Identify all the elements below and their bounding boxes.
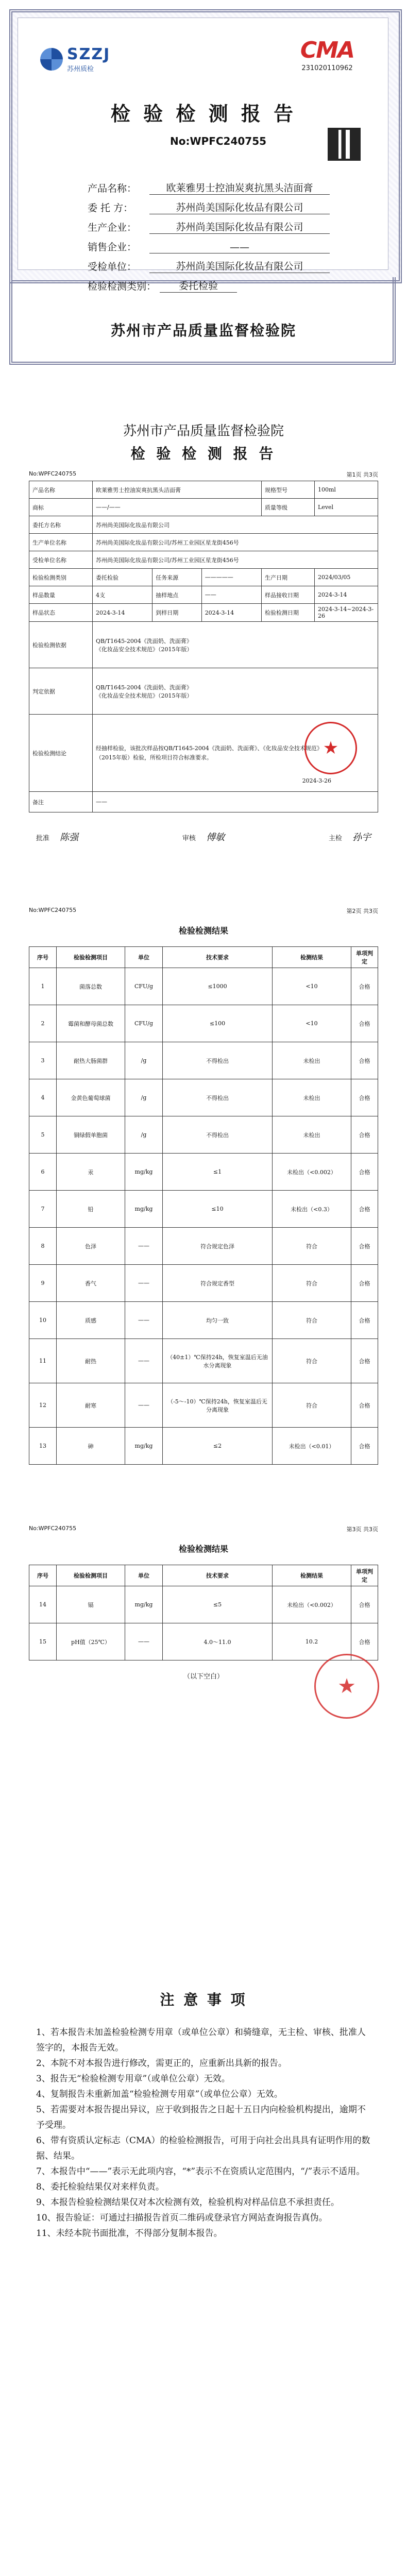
conclusion-label: 检验检测结论: [29, 715, 93, 792]
logo-text: SZZJ: [67, 45, 111, 63]
results-report-no: No:WPFC240755: [29, 907, 77, 913]
cell: 符合: [273, 1339, 351, 1383]
cell-value: ——: [201, 586, 261, 604]
cell-value: ——/——: [93, 499, 262, 516]
cell: ——: [125, 1265, 163, 1302]
table-row: [29, 1005, 378, 1042]
notice-title: 注 意 事 项: [160, 1991, 247, 2008]
cell-value: 2024-3-14: [93, 604, 152, 622]
cell: 合格: [351, 1116, 378, 1154]
notice-item: 6、带有资质认定标志（CMA）的检验检测报告，可用于向社会出具具有证明作用的数据、结果。: [36, 2136, 370, 2161]
table-row: [29, 1586, 378, 1623]
field-value: 苏州尚美国际化妆品有限公司: [149, 219, 330, 234]
cell-label: 样品状态: [29, 604, 93, 622]
basis-line: 《化妆品安全技术规范》（2015年版）: [96, 646, 193, 653]
cell: mg/kg: [125, 1191, 163, 1228]
results-page-2: [0, 1525, 407, 1937]
table-row: [29, 499, 378, 516]
notice-item: 11、未经本院书面批准，不得部分复制本报告。: [36, 2228, 223, 2239]
notice-item: 2、本院不对本报告进行修改，需更正的，应重新出具新的报告。: [36, 2058, 287, 2069]
cell: 符合: [273, 1265, 351, 1302]
cell: 不得检出: [163, 1042, 273, 1079]
cell-value: Level: [315, 499, 378, 516]
cell: 铜绿假单胞菌: [57, 1116, 125, 1154]
cell: ——: [125, 1383, 163, 1428]
cell-value: 委托检验: [93, 569, 152, 586]
results-page-1: [0, 907, 407, 1484]
cell: mg/kg: [125, 1586, 163, 1623]
cell: mg/kg: [125, 1154, 163, 1191]
field-label: 生产企业：: [88, 222, 137, 233]
cell: 合格: [351, 968, 378, 1005]
cell: 合格: [351, 1623, 378, 1660]
table-row: [29, 516, 378, 534]
signature: 陈强: [60, 832, 79, 843]
cell: ——: [125, 1339, 163, 1383]
cell: /g: [125, 1079, 163, 1116]
cell: 符合: [273, 1383, 351, 1428]
cell-label: 委托方名称: [29, 516, 93, 534]
cell: 5: [29, 1116, 57, 1154]
logo-sub: 苏州质检: [67, 65, 94, 73]
cell: 合格: [351, 1586, 378, 1623]
results-table: [29, 946, 378, 1465]
table-row-conclusion: [29, 715, 378, 792]
notice-item: 1、若本报告未加盖检验检测专用章（或单位公章）和骑缝章，无主检、审核、批准人签字的，本报告无效。: [36, 2027, 366, 2053]
cell: 符合规定色泽: [163, 1228, 273, 1265]
col-header: 检验检测项目: [57, 1565, 125, 1586]
cell: 3: [29, 1042, 57, 1079]
notice-page: [0, 1978, 407, 2519]
col-header: 序号: [29, 1565, 57, 1586]
table-header: [29, 1565, 378, 1586]
field-value: 欧莱雅男士控油炭爽抗黑头洁面膏: [149, 180, 330, 195]
field-value: 委托检验: [160, 278, 237, 293]
cell: /g: [125, 1042, 163, 1079]
cell-label: 样品数量: [29, 586, 93, 604]
cell: 合格: [351, 1042, 378, 1079]
cell: 香气: [57, 1265, 125, 1302]
summary-title: 检 验 检 测 报 告: [130, 445, 277, 462]
red-seal: [304, 722, 357, 774]
red-seal-2: [314, 1654, 379, 1719]
cell-label: 抽样地点: [152, 586, 201, 604]
cell-label: 规格型号: [262, 481, 315, 499]
cell: ——: [125, 1623, 163, 1660]
notice-item: 9、本报告检验检测结果仅对本次检测有效，检验机构对样品信息不承担责任。: [36, 2197, 340, 2208]
cell: 4.0～11.0: [163, 1623, 273, 1660]
end-marker: （以下空白）: [183, 1673, 224, 1681]
results2-page-no: 第3页 共3页: [346, 1526, 378, 1533]
cell: 未检出: [273, 1116, 351, 1154]
summary-table: [29, 481, 378, 812]
cell: ——: [125, 1228, 163, 1265]
cell-value: 苏州尚美国际化妆品有限公司/苏州工业园区星龙街456号: [93, 534, 378, 551]
table-header: [29, 947, 378, 968]
report-no-label: No:: [170, 135, 190, 147]
cell-value: 2024-3-14~2024-3-26: [315, 604, 378, 622]
field-label: 检验检测类别：: [88, 281, 157, 292]
cell: 菌落总数: [57, 968, 125, 1005]
summary-report-no: No:WPFC240755: [29, 470, 77, 477]
cell: ≤1000: [163, 968, 273, 1005]
star-icon: ★: [337, 1674, 356, 1698]
cell-label: 生产单位名称: [29, 534, 93, 551]
col-header: 单位: [125, 947, 163, 968]
table-row: [29, 1191, 378, 1228]
cell: 合格: [351, 1079, 378, 1116]
swirl-icon: [40, 48, 63, 71]
table-row: [29, 968, 378, 1005]
basis-label: 检验检测依据: [29, 622, 93, 668]
szzj-logo: [40, 45, 110, 73]
cell-value: 苏州尚美国际化妆品有限公司/苏州工业园区星龙街456号: [93, 551, 378, 569]
cell: 色泽: [57, 1228, 125, 1265]
notice-item: 7、本报告中“——”表示无此项内容，“*”表示不在资质认定范围内，“/”表示不适用。: [36, 2166, 365, 2177]
cell: 合格: [351, 1228, 378, 1265]
cell: 符合: [273, 1302, 351, 1339]
sign-label: 主检: [328, 835, 342, 842]
basis-line: QB/T1645-2004《洗面奶、洗面膏》: [96, 637, 192, 645]
cover-field-0: [88, 175, 330, 195]
results2-report-no: No:WPFC240755: [29, 1525, 77, 1532]
table-row-basis: [29, 622, 378, 668]
star-icon: ★: [323, 738, 339, 758]
cover-field-3: [88, 234, 330, 253]
cell: 砷: [57, 1428, 125, 1465]
signature: 傅敏: [206, 832, 225, 843]
remark-value: ——: [93, 792, 378, 812]
field-label: 委 托 方：: [88, 202, 133, 214]
cell-value: 100ml: [315, 481, 378, 499]
summary-institute: 苏州市产品质量监督检验院: [123, 423, 284, 439]
table-row: [29, 551, 378, 569]
field-value: 苏州尚美国际化妆品有限公司: [149, 200, 330, 214]
sign-review: [182, 830, 225, 843]
summary-page-no: 第1页 共3页: [346, 471, 378, 478]
cell: 霉菌和酵母菌总数: [57, 1005, 125, 1042]
cell: 1: [29, 968, 57, 1005]
cell-value: 2024-3-14: [315, 586, 378, 604]
sign-chief: [329, 830, 371, 843]
table-row: [29, 1154, 378, 1191]
cell: 合格: [351, 1383, 378, 1428]
cell: 10: [29, 1302, 57, 1339]
table-row: [29, 569, 378, 586]
cell: 合格: [351, 1191, 378, 1228]
judge-line: 《化妆品安全技术规范》（2015年版）: [96, 692, 193, 699]
cell: CFU/g: [125, 968, 163, 1005]
cell: ≤5: [163, 1586, 273, 1623]
table-row: [29, 586, 378, 604]
conclusion-date: 2024-3-26: [302, 777, 331, 784]
cell-label: 质量等级: [262, 499, 315, 516]
notice-item: 4、复制报告未重新加盖“检验检测专用章”（或单位公章）无效。: [36, 2089, 283, 2099]
cell-value: 2024/03/05: [315, 569, 378, 586]
conclusion-cell: [93, 715, 378, 792]
cell: 合格: [351, 1339, 378, 1383]
cell-label: 检验检测类别: [29, 569, 93, 586]
cover-field-1: [88, 195, 330, 214]
cell: 未检出（<0.3）: [273, 1191, 351, 1228]
table-row: [29, 1042, 378, 1079]
cell-value: —————: [201, 569, 261, 586]
table-row: [29, 481, 378, 499]
signature: 孙宇: [352, 832, 371, 843]
cma-logo: CMA: [300, 37, 354, 63]
table-row: [29, 604, 378, 622]
cell: 8: [29, 1228, 57, 1265]
cell: 不得检出: [163, 1079, 273, 1116]
cell: 14: [29, 1586, 57, 1623]
conclusion-text: 经抽样检验，该批次样品按QB/T1645-2004《洗面奶、洗面膏》、《化妆品安全技术规范》（2015年版）检验，所检项目符合标准要求。: [96, 744, 323, 761]
table-row: [29, 1079, 378, 1116]
cell-label: 任务来源: [152, 569, 201, 586]
cell: 耐热大肠菌群: [57, 1042, 125, 1079]
basis-cell: [93, 622, 378, 668]
cell: 质感: [57, 1302, 125, 1339]
cell: 4: [29, 1079, 57, 1116]
col-header: 单项判定: [351, 1565, 378, 1586]
results2-table: [29, 1565, 378, 1660]
cma-mark: [289, 37, 366, 72]
cell: 6: [29, 1154, 57, 1191]
cell: 耐寒: [57, 1383, 125, 1428]
cell: ≤1: [163, 1154, 273, 1191]
cell: 均匀一致: [163, 1302, 273, 1339]
cell: 15: [29, 1623, 57, 1660]
cell: 合格: [351, 1005, 378, 1042]
cell: 耐热: [57, 1339, 125, 1383]
field-label: 受检单位：: [88, 261, 137, 273]
cell: 未检出: [273, 1079, 351, 1116]
col-header: 检测结果: [273, 1565, 351, 1586]
cell: 未检出（<0.01）: [273, 1428, 351, 1465]
cell: 镉: [57, 1586, 125, 1623]
cell-label: 检验检测日期: [262, 604, 315, 622]
field-value: ——: [149, 242, 330, 253]
cell: ——: [125, 1302, 163, 1339]
cell-label: 产品名称: [29, 481, 93, 499]
cell: 未检出（<0.002）: [273, 1154, 351, 1191]
cell: mg/kg: [125, 1428, 163, 1465]
col-header: 检验检测项目: [57, 947, 125, 968]
cell: （-5～-10）℃保持24h，恢复室温后无分离现象: [163, 1383, 273, 1428]
cell-label: 受检单位名称: [29, 551, 93, 569]
col-header: 序号: [29, 947, 57, 968]
cell: 符合: [273, 1228, 351, 1265]
table-row: [29, 1265, 378, 1302]
col-header: 单项判定: [351, 947, 378, 968]
cover-field-2: [88, 214, 330, 234]
cell-value: 2024-3-14: [201, 604, 261, 622]
cell: 13: [29, 1428, 57, 1465]
judge-line: QB/T1645-2004《洗面奶、洗面膏》: [96, 684, 192, 691]
cover-field-4: [88, 253, 330, 273]
report-no-value: WPFC240755: [190, 135, 267, 147]
cell: 合格: [351, 1154, 378, 1191]
cell: 合格: [351, 1428, 378, 1465]
cell: /g: [125, 1116, 163, 1154]
notice-item: 3、报告无“检验检测专用章”（或单位公章）无效。: [36, 2074, 230, 2084]
field-label: 产品名称：: [88, 183, 137, 194]
table-row-judge: [29, 668, 378, 715]
results-page-no: 第2页 共3页: [346, 908, 378, 914]
cell: ≤100: [163, 1005, 273, 1042]
sign-label: 批准: [36, 835, 50, 842]
cell: ≤10: [163, 1191, 273, 1228]
cell: 2: [29, 1005, 57, 1042]
cell-label: 到样日期: [152, 604, 201, 622]
cell: pH值（25℃）: [57, 1623, 125, 1660]
signature-row: [0, 812, 407, 843]
notice-item: 8、委托检验结果仅对来样负责。: [36, 2182, 164, 2192]
cell-label: 生产日期: [262, 569, 315, 586]
cell: 未检出: [273, 1042, 351, 1079]
sign-approve: [36, 830, 78, 843]
cover-qr-code: [328, 128, 361, 161]
table-row: [29, 1228, 378, 1265]
cell: 未检出（<0.002）: [273, 1586, 351, 1623]
cell: CFU/g: [125, 1005, 163, 1042]
table-row-remark: [29, 792, 378, 812]
table-row: [29, 1339, 378, 1383]
cell: （40±1）℃保持24h，恢复室温后无油水分离现象: [163, 1339, 273, 1383]
notice-item: 10、报告验证：可通过扫描报告首页二维码或登录官方网站查询报告真伪。: [36, 2213, 328, 2223]
col-header: 检测结果: [273, 947, 351, 968]
results2-title: 检验检测结果: [178, 1544, 228, 1554]
col-header: 技术要求: [163, 947, 273, 968]
cell: <10: [273, 968, 351, 1005]
cover-border-lower: [9, 277, 396, 365]
cell-label: 样品接收日期: [262, 586, 315, 604]
cell: 12: [29, 1383, 57, 1428]
field-value: 苏州尚美国际化妆品有限公司: [149, 259, 330, 273]
cell: 9: [29, 1265, 57, 1302]
results-title: 检验检测结果: [178, 926, 228, 936]
summary-page: [0, 392, 407, 876]
table-row: [29, 1383, 378, 1428]
cell: 不得检出: [163, 1116, 273, 1154]
cell: 11: [29, 1339, 57, 1383]
cell: 符合规定香型: [163, 1265, 273, 1302]
report-no: [170, 135, 266, 147]
cell: 铅: [57, 1191, 125, 1228]
cell: 金黄色葡萄球菌: [57, 1079, 125, 1116]
cell: 7: [29, 1191, 57, 1228]
cma-code: 231020110962: [301, 64, 353, 72]
cell-value: 4支: [93, 586, 152, 604]
cell-value: 欧莱雅男士控油炭爽抗黑头洁面膏: [93, 481, 262, 499]
cell: 汞: [57, 1154, 125, 1191]
notice-list: [0, 2025, 407, 2241]
table-row: [29, 1623, 378, 1660]
cell: ≤2: [163, 1428, 273, 1465]
remark-label: 备注: [29, 792, 93, 812]
cover-fields: [88, 175, 330, 293]
judge-cell: [93, 668, 378, 715]
judge-label: 判定依据: [29, 668, 93, 715]
cell: 合格: [351, 1302, 378, 1339]
cover-title: 检 验 检 测 报 告: [110, 102, 297, 125]
cell: 10.2: [273, 1623, 351, 1660]
notice-item: 5、若需要对本报告提出异议，应于收到报告之日起十五日内向检验机构提出，逾期不予受理。: [36, 2105, 366, 2130]
cover-page: [0, 0, 407, 292]
table-row: [29, 1116, 378, 1154]
col-header: 单位: [125, 1565, 163, 1586]
cell: <10: [273, 1005, 351, 1042]
table-row: [29, 1428, 378, 1465]
col-header: 技术要求: [163, 1565, 273, 1586]
table-row: [29, 534, 378, 551]
table-row: [29, 1302, 378, 1339]
field-label: 销售企业：: [88, 242, 137, 253]
sign-label: 审核: [182, 835, 196, 842]
cell-label: 商标: [29, 499, 93, 516]
cell-value: 苏州尚美国际化妆品有限公司: [93, 516, 378, 534]
cell: 合格: [351, 1265, 378, 1302]
cover-institute: 苏州市产品质量监督检验院: [110, 322, 296, 339]
